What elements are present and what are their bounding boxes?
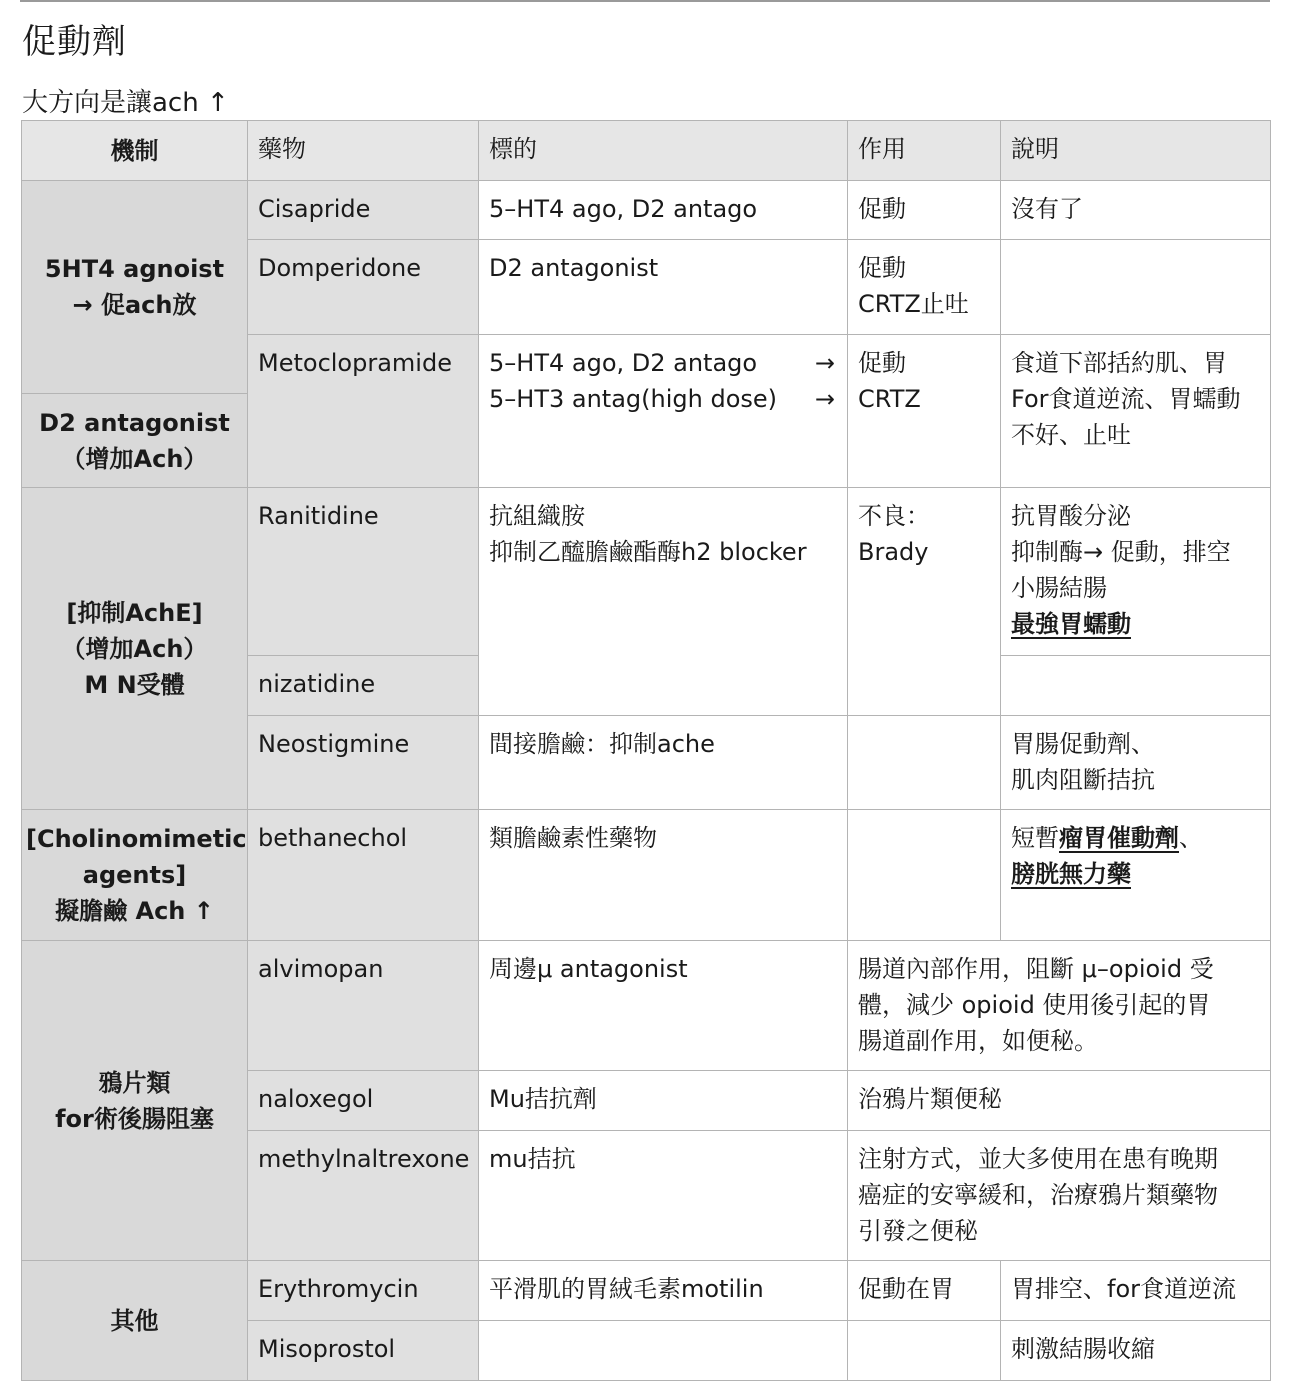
mechanism-5ht4: 5HT4 agnoist → 促ach放: [22, 181, 248, 394]
header-note: 說明: [1001, 121, 1271, 181]
note-erythromycin: 胃排空、for食道逆流: [1001, 1261, 1271, 1321]
effect-methylnaltrexone: 注射方式，並大多使用在患有晚期 癌症的安寧緩和，治療鴉片類藥物 引發之便秘: [848, 1131, 1271, 1261]
note-cisapride: 沒有了: [1001, 181, 1271, 240]
effect-alvimopan: 腸道內部作用，阻斷 μ–opioid 受 體，減少 opioid 使用後引起的胃 腸道副作用，如便秘。: [848, 941, 1271, 1071]
mechanism-d2: D2 antagonist （增加Ach）: [22, 394, 248, 488]
table-row: [22, 181, 1271, 240]
mechanism-ache-inhibitor: [抑制AchE] （增加Ach） M N受體: [22, 488, 248, 810]
note-domperidone: [1001, 240, 1271, 335]
effect-neostigmine: [848, 716, 1001, 810]
mechanism-cholinomimetic: [Cholinomimetic agents] 擬膽鹼 Ach ↑: [22, 810, 248, 941]
note-ranitidine: 抗胃酸分泌 抑制酶→ 促動，排空 小腸結腸 最強胃蠕動: [1001, 488, 1271, 656]
table-header-row: [22, 121, 1271, 181]
note-nizatidine: [1001, 656, 1271, 716]
effect-cisapride: 促動: [848, 181, 1001, 240]
drug-cisapride: Cisapride: [248, 181, 479, 240]
note-bethanechol: 短暫瘤胃催動劑、 膀胱無力藥: [1001, 810, 1271, 941]
mechanism-other: 其他: [22, 1261, 248, 1381]
note-misoprostol: 刺激結腸收縮: [1001, 1321, 1271, 1381]
effect-naloxegol: 治鴉片類便秘: [848, 1071, 1271, 1131]
arrow-right-icon: →: [814, 385, 835, 413]
emphasis-strongest: 最強胃蠕動: [1011, 610, 1131, 638]
arrow-right-icon: →: [814, 349, 835, 377]
drug-metoclopramide: Metoclopramide: [248, 335, 479, 488]
effect-bethanechol: [848, 810, 1001, 941]
note-metoclopramide: 食道下部括約肌、胃 For食道逆流、胃蠕動 不好、止吐: [1001, 335, 1271, 488]
effect-metoclopramide: 促動 CRTZ: [848, 335, 1001, 488]
drug-domperidone: Domperidone: [248, 240, 479, 335]
header-drug: 藥物: [248, 121, 479, 181]
target-methylnaltrexone: mu拮抗: [479, 1131, 848, 1261]
drug-methylnaltrexone: methylnaltrexone: [248, 1131, 479, 1261]
header-target: 標的: [479, 121, 848, 181]
target-ranitidine: 抗組織胺 抑制乙醯膽鹼酯酶h2 blocker: [479, 488, 848, 716]
target-bethanechol: 類膽鹼素性藥物: [479, 810, 848, 941]
note-neostigmine: 胃腸促動劑、 肌肉阻斷拮抗: [1001, 716, 1271, 810]
mechanism-opioid: 鴉片類 for術後腸阻塞: [22, 941, 248, 1261]
table-row: [22, 810, 1271, 941]
header-effect: 作用: [848, 121, 1001, 181]
page-title: 促動劑: [22, 22, 127, 62]
target-misoprostol: [479, 1321, 848, 1381]
drug-neostigmine: Neostigmine: [248, 716, 479, 810]
table-row: [22, 488, 1271, 656]
table-row: [22, 941, 1271, 1071]
top-divider: [20, 0, 1270, 2]
target-erythromycin: 平滑肌的胃絨毛素motilin: [479, 1261, 848, 1321]
target-domperidone: D2 antagonist: [479, 240, 848, 335]
drug-nizatidine: nizatidine: [248, 656, 479, 716]
drug-misoprostol: Misoprostol: [248, 1321, 479, 1381]
target-naloxegol: Mu拮抗劑: [479, 1071, 848, 1131]
target-alvimopan: 周邊μ antagonist: [479, 941, 848, 1071]
table-row: [22, 1261, 1271, 1321]
emphasis-rumen: 瘤胃催動劑: [1059, 824, 1179, 852]
effect-domperidone: 促動 CRTZ止吐: [848, 240, 1001, 335]
drug-erythromycin: Erythromycin: [248, 1261, 479, 1321]
header-mechanism: 機制: [22, 121, 248, 181]
page-subtitle: 大方向是讓ach ↑: [22, 88, 229, 118]
emphasis-bladder: 膀胱無力藥: [1011, 860, 1131, 888]
drug-table: [21, 120, 1271, 1381]
drug-alvimopan: alvimopan: [248, 941, 479, 1071]
effect-ranitidine: 不良： Brady: [848, 488, 1001, 716]
drug-ranitidine: Ranitidine: [248, 488, 479, 656]
drug-bethanechol: bethanechol: [248, 810, 479, 941]
effect-misoprostol: [848, 1321, 1001, 1381]
target-metoclopramide: 5–HT4 ago, D2 antago → 5–HT3 antag(high dose) →: [479, 335, 848, 488]
target-cisapride: 5–HT4 ago, D2 antago: [479, 181, 848, 240]
target-neostigmine: 間接膽鹼：抑制ache: [479, 716, 848, 810]
drug-naloxegol: naloxegol: [248, 1071, 479, 1131]
effect-erythromycin: 促動在胃: [848, 1261, 1001, 1321]
